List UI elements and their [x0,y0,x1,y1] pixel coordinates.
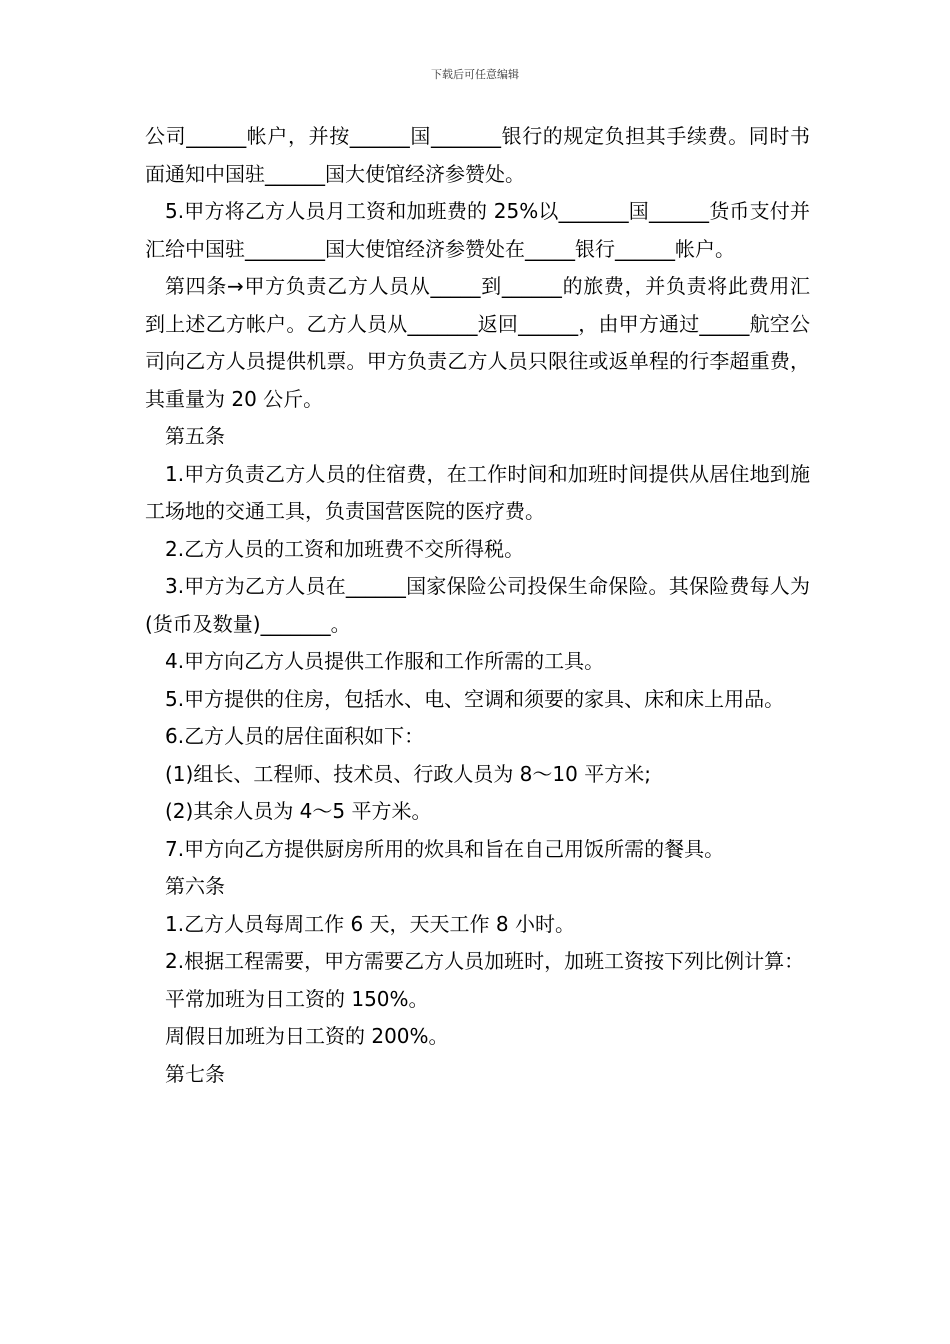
paragraph-2: 5.甲方将乙方人员月工资和加班费的 25%以_______国______货币支付并汇给中国驻________国大使馆经济参赞处在_____银行______帐户。 [145,199,810,261]
paragraph-1: 公司______帐户，并按______国_______银行的规定负担其手续费。同时书面通知中国驻______国大使馆经济参赞处。 [145,124,810,186]
clause-5-2: 2.乙方人员的工资和加班费不交所得税。 [165,536,525,561]
clause-5-7: 7.甲方向乙方提供厨房所用的炊具和旨在自己用饭所需的餐具。 [165,836,725,861]
document-body [145,118,810,1093]
overtime-holiday: 周假日加班为日工资的 200%。 [165,1024,449,1048]
clause-5-6: 6.乙方人员的居住面积如下： [165,724,425,748]
clause-5-5: 5.甲方提供的住房，包括水、电、空调和须要的家具、床和床上用品。 [165,686,785,711]
overtime-normal: 平常加班为日工资的 150%。 [165,986,429,1011]
paragraph-article-4: 第四条→甲方负责乙方人员从_____到______的旅费，并负责将此费用汇到上述乙方帐户。乙方人员从_______返回______，由甲方通过_____航空公司向乙方人员提供机票。甲方负责乙方人员只限往或返单程的行李超重费，其重量为 20 公斤。 [145,274,810,411]
page-header: 下载后可任意编辑 [431,68,519,81]
heading-article-5: 第五条 [165,424,225,448]
clause-5-6-2: (2)其余人员为 4～5 平方米。 [165,799,432,823]
heading-article-6: 第六条 [165,874,225,898]
heading-article-7: 第七条 [165,1061,225,1086]
clause-5-3: 3.甲方为乙方人员在______国家保险公司投保生命保险。其保险费每人为(货币及数量)_______。 [145,574,810,636]
clause-5-6-1: (1)组长、工程师、技术员、行政人员为 8～10 平方米; [165,761,651,786]
clause-6-1: 1.乙方人员每周工作 6 天，天天工作 8 小时。 [165,911,575,936]
clause-5-4: 4.甲方向乙方人员提供工作服和工作所需的工具。 [165,649,605,673]
clause-6-2: 2.根据工程需要，甲方需要乙方人员加班时，加班工资按下列比例计算： [165,949,805,973]
clause-5-1: 1.甲方负责乙方人员的住宿费，在工作时间和加班时间提供从居住地到施工场地的交通工具，负责国营医院的医疗费。 [145,461,810,523]
